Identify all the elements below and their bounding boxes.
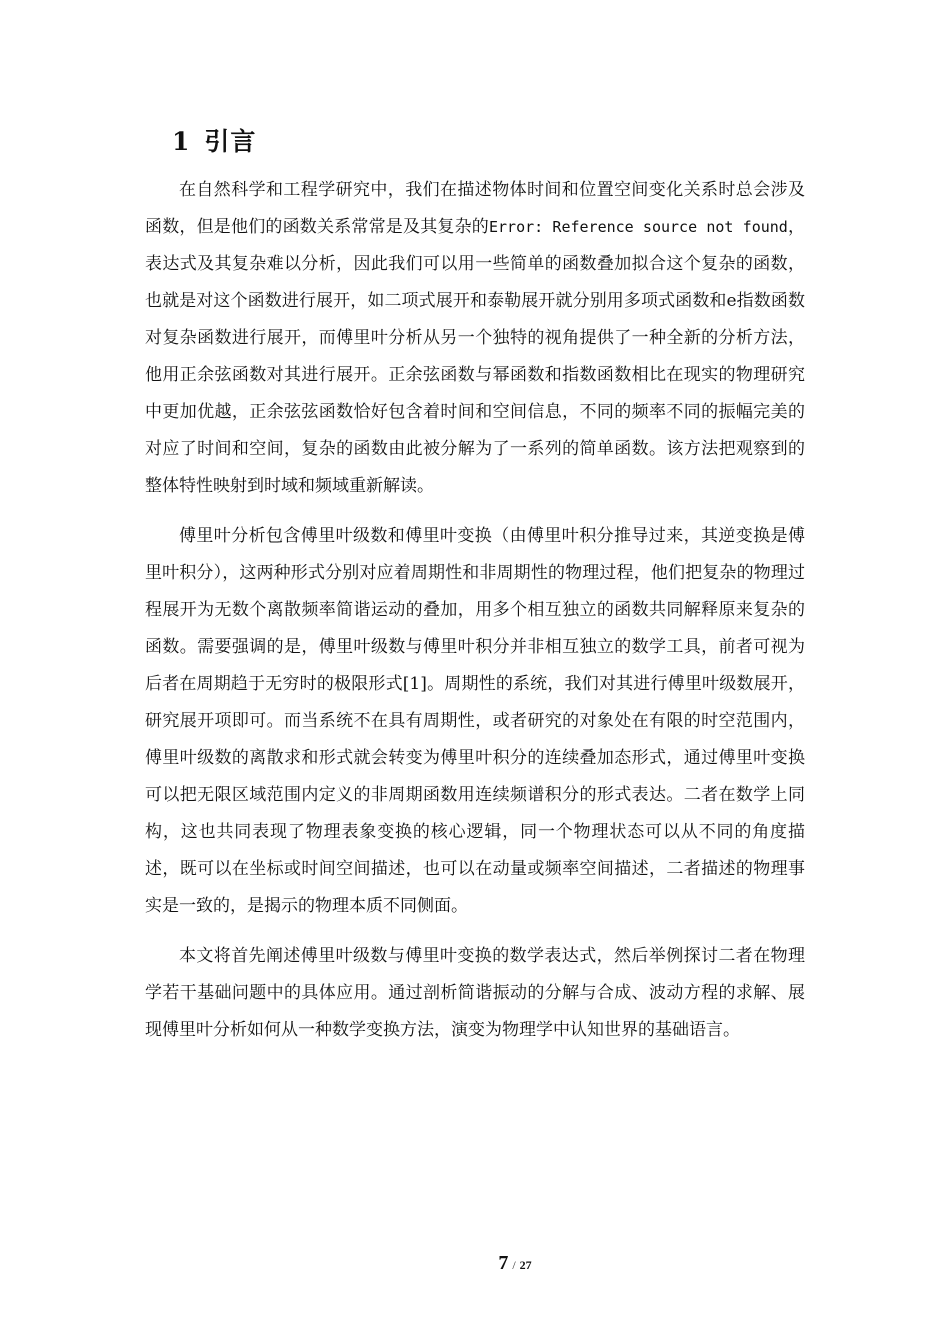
paragraph-intro [145, 172, 805, 505]
paragraph-intro-part-2: ，表达式及其复杂难以分析，因此我们可以用一些简单的函数叠加拟合这个复杂的函数，也就是对这个函数进行展开，如二项式展开和泰勒展开就分别用多项式函数和e指数函数对复杂函数进行展开，而傅里叶分析从另一个独特的视角提供了一种全新的分析方法，他用正余弦函数对其进行展开。正余弦函数与幂函数和指数函数相比在现实的物理研究中更加优越，正余弦弦函数恰好包含着时间和空间信息，不同的频率不同的振幅完美的对应了时间和空间，复杂的函数由此被分解为了一系列的简单函数。该方法把观察到的整体特性映射到时域和频域重新解读。 [145, 217, 806, 496]
current-page-number: 7 [498, 1252, 509, 1274]
page-number-footer [0, 1252, 950, 1275]
paragraph-outline: 本文将首先阐述傅里叶级数与傅里叶变换的数学表达式，然后举例探讨二者在物理学若干基础问题中的具体应用。通过剖析简谐振动的分解与合成、波动方程的求解、展现傅里叶分析如何从一种数学变换方法，演变为物理学中认知世界的基础语言。 [145, 946, 805, 1040]
paragraph-fourier-analysis: 傅里叶分析包含傅里叶级数和傅里叶变换（由傅里叶积分推导过来，其逆变换是傅里叶积分），这两种形式分别对应着周期性和非周期性的物理过程，他们把复杂的物理过程展开为无数个离散频率简谐运动的叠加，用多个相互独立的函数共同解释原来复杂的函数。需要强调的是，傅里叶级数与傅里叶积分并非相互独立的数学工具，前者可视为后者在周期趋于无穷时的极限形式[1]。周期性的系统，我们对其进行傅里叶级数展开，研究展开项即可。而当系统不在具有周期性，或者研究的对象处在有限的时空范围内，傅里叶级数的离散求和形式就会转变为傅里叶积分的连续叠加态形式，通过傅里叶变换可以把无限区域范围内定义的非周期函数用连续频谱积分的形式表达。二者在数学上同构，这也共同表现了物理表象变换的核心逻辑，同一个物理状态可以从不同的角度描述，既可以在坐标或时间空间描述，也可以在动量或频率空间描述，二者描述的物理事实是一致的，是揭示的物理本质不同侧面。 [145, 526, 805, 916]
reference-error-text: Error: Reference source not found [489, 218, 788, 236]
section-title: 引言 [204, 127, 257, 156]
page-separator: / [512, 1258, 516, 1272]
total-pages-number: 27 [519, 1258, 532, 1272]
section-number: 1 [172, 127, 191, 156]
section-heading [172, 122, 256, 158]
paragraph-intro-part-1: 在自然科学和工程学研究中，我们在描述物体时间和位置空间变化关系时总会涉及函数，但是他们的函数关系常常是及其复杂的 [145, 180, 805, 237]
body-text [145, 172, 805, 1062]
